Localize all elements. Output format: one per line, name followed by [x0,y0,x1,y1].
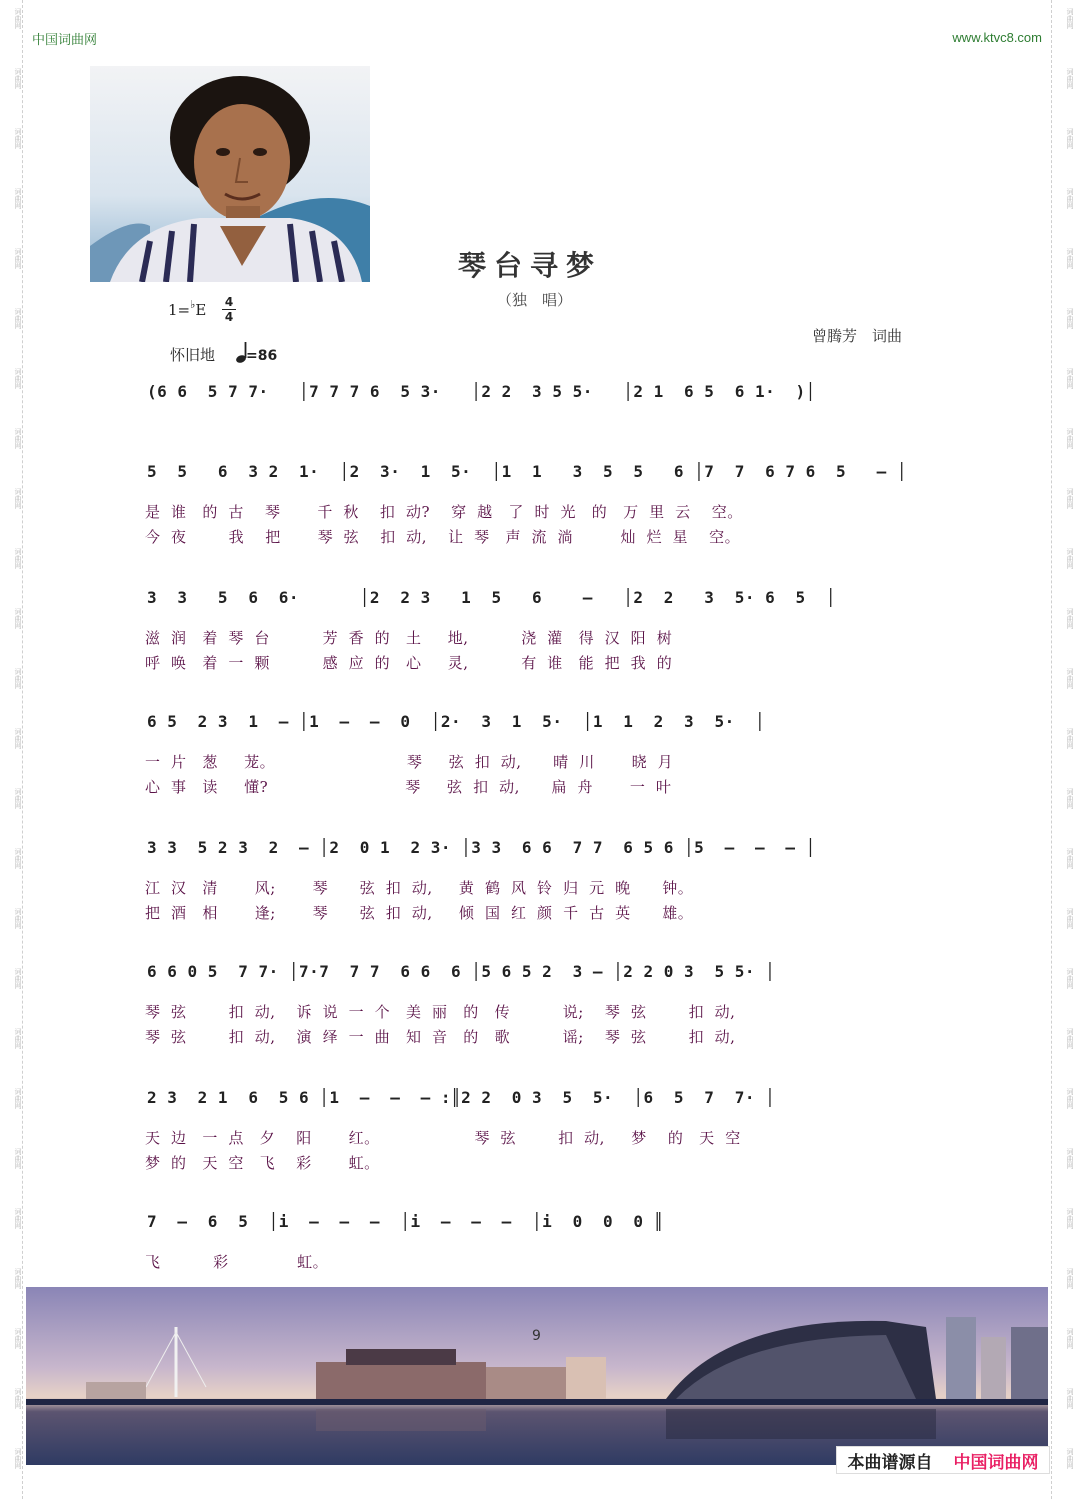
site-name[interactable]: 中国词曲网 [32,33,98,48]
watermark-text: 词曲网 [14,968,22,989]
watermark-text: 词曲网 [14,1388,22,1409]
watermark-text: 词曲网 [1066,1088,1074,1109]
notes-line: 7 – 6 5 │i – – – │i – – – │i 0 0 0 ║ [147,1212,664,1231]
watermark-text: 词曲网 [14,1268,22,1289]
watermark-text: 词曲网 [14,128,22,149]
source-site-name: 中国词曲网 [953,1452,1039,1473]
notes-line: 6 5 2 3 1 – │1 – – 0 │2· 3 1 5· │1 1 2 3 5· │ [147,712,766,731]
score-system [145,382,935,470]
watermark-text: 词曲网 [1066,428,1074,449]
watermark-text: 词曲网 [14,728,22,749]
watermark-text: 词曲网 [1066,548,1074,569]
watermark-text: 词曲网 [14,488,22,509]
lyric-line-2: 琴 弦 扣 动, 演 绎 一 曲 知 音 的 歌 谣; 琴 弦 扣 动, [145,1028,736,1046]
lyric-line-2: 呼 唤 着 一 颗 感 应 的 心 灵, 有 谁 能 把 我 的 [145,654,673,672]
notes-line: 5 5 6 3 2 1· │2 3· 1 5· │1 1 3 5 5 6 │7 7 6 7 6 5 – │ [147,462,907,481]
watermark-text: 词曲网 [14,788,22,809]
watermark-text: 词曲网 [14,608,22,629]
watermark-text: 词曲网 [1066,188,1074,209]
watermark-text: 词曲网 [14,68,22,89]
lyric-line-1: 滋 润 着 琴 台 芳 香 的 土 地, 浇 灌 得 汉 阳 树 [145,629,673,647]
watermark-text: 词曲网 [14,188,22,209]
lyric-line-1: 江 汉 清 风; 琴 弦 扣 动, 黄 鹤 风 铃 归 元 晚 钟。 [145,879,694,897]
watermark-text: 词曲网 [1066,1388,1074,1409]
portrait-image [90,66,370,282]
watermark-text: 词曲网 [14,1208,22,1229]
watermark-text: 词曲网 [14,308,22,329]
source-prefix: 本曲谱源自 [847,1452,933,1473]
notes-line: 3 3 5 6 6· │2 2 3 1 5 6 – │2 2 3 5· 6 5 │ [147,588,837,607]
key-note: E [195,301,207,319]
watermark-text: 词曲网 [1066,248,1074,269]
lyric-line-2: 梦 的 天 空 飞 彩 虹。 [145,1154,380,1172]
watermark-text: 词曲网 [14,848,22,869]
lyric-line-2: 心 事 读 懂? 琴 弦 扣 动, 扁 舟 一 叶 [145,778,672,796]
watermark-text: 词曲网 [14,908,22,929]
watermark-text: 词曲网 [14,1028,22,1049]
city-skyline-image [26,1287,1048,1465]
score-system [145,838,935,926]
watermark-text: 词曲网 [1066,1208,1074,1229]
watermark-text: 词曲网 [14,248,22,269]
lyric-line-1: 飞 彩 虹。 [145,1253,329,1271]
watermark-text: 词曲网 [1066,8,1074,29]
notes-line: 2 3 2 1 6 5 6 │1 – – – :║2 2 0 3 5 5· │6 5 7 7· │ [147,1088,776,1107]
watermark-text: 词曲网 [14,428,22,449]
time-signature [222,296,236,323]
watermark-text: 词曲网 [14,1088,22,1109]
score-system [145,588,935,676]
watermark-text: 词曲网 [1066,368,1074,389]
key-prefix: 1= [168,301,191,319]
watermark-text: 词曲网 [1066,128,1074,149]
notes-line: (6 6 5 7 7· │7 7 7 6 5 3· │2 2 3 5 5· │2 1 6 5 6 1· )│ [147,382,816,401]
watermark-text: 词曲网 [14,668,22,689]
watermark-text: 词曲网 [1066,668,1074,689]
score-system [145,712,935,800]
tempo-value: =86 [246,348,278,364]
watermark-text: 词曲网 [1066,968,1074,989]
watermark-text: 词曲网 [1066,308,1074,329]
watermark-text: 词曲网 [14,548,22,569]
time-sig-top: 4 [224,295,234,309]
key-signature [168,298,206,319]
lyric-line-2: 把 酒 相 逢; 琴 弦 扣 动, 倾 国 红 颜 千 古 英 雄。 [145,904,694,922]
watermark-text: 词曲网 [14,1328,22,1349]
watermark-text: 词曲网 [1066,1328,1074,1349]
watermark-text: 词曲网 [1066,1028,1074,1049]
credits: 曾腾芳 词曲 [812,327,903,345]
site-url[interactable]: www.ktvc8.com [952,30,1042,45]
watermark-text: 词曲网 [1066,608,1074,629]
watermark-text: 词曲网 [14,1448,22,1469]
lyric-line-1: 天 边 一 点 夕 阳 红。 琴 弦 扣 动, 梦 的 天 空 [145,1129,741,1147]
watermark-text: 词曲网 [1066,788,1074,809]
watermark-text: 词曲网 [1066,1268,1074,1289]
watermark-text: 词曲网 [1066,1448,1074,1469]
song-subtitle: （独 唱） [497,291,573,309]
score-system [145,462,935,550]
lyric-line-1: 琴 弦 扣 动, 诉 说 一 个 美 丽 的 传 说; 琴 弦 扣 动, [145,1003,736,1021]
composer-photo [90,66,370,282]
watermark-text: 词曲网 [14,8,22,29]
score-system [145,1088,935,1176]
mood-marking: 怀旧地 [170,346,216,364]
source-credit[interactable] [836,1446,1050,1474]
watermark-text: 词曲网 [1066,68,1074,89]
watermark-text: 词曲网 [1066,908,1074,929]
lyric-line-1 [145,420,935,445]
watermark-text: 词曲网 [14,368,22,389]
flat-symbol: ♭ [190,298,196,311]
song-title: 琴台寻梦 [458,249,603,282]
notes-line: 6 6 0 5 7 7· │7·7 7 7 6 6 6 │5 6 5 2 3 – │2 2 0 3 5 5· │ [147,962,776,981]
watermark-text: 词曲网 [1066,1148,1074,1169]
lyric-line-1: 一 片 葱 茏。 琴 弦 扣 动, 晴 川 晓 月 [145,753,674,771]
lyric-line-2: 今 夜 我 把 琴 弦 扣 动, 让 琴 声 流 淌 灿 烂 星 空。 [145,528,741,546]
page-number: 9 [532,1328,541,1344]
watermark-text: 词曲网 [1066,488,1074,509]
watermark-text: 词曲网 [1066,728,1074,749]
watermark-text: 词曲网 [14,1148,22,1169]
lyric-line-1: 是 谁 的 古 琴 千 秋 扣 动? 穿 越 了 时 光 的 万 里 云 空。 [145,503,743,521]
watermark-text: 词曲网 [1066,848,1074,869]
notes-line: 3 3 5 2 3 2 – │2 0 1 2 3· │3 3 6 6 7 7 6 5 6 │5 – – – │ [147,838,816,857]
panorama-photo [26,1287,1048,1465]
time-sig-bottom: 4 [224,310,234,324]
score-system [145,962,935,1050]
